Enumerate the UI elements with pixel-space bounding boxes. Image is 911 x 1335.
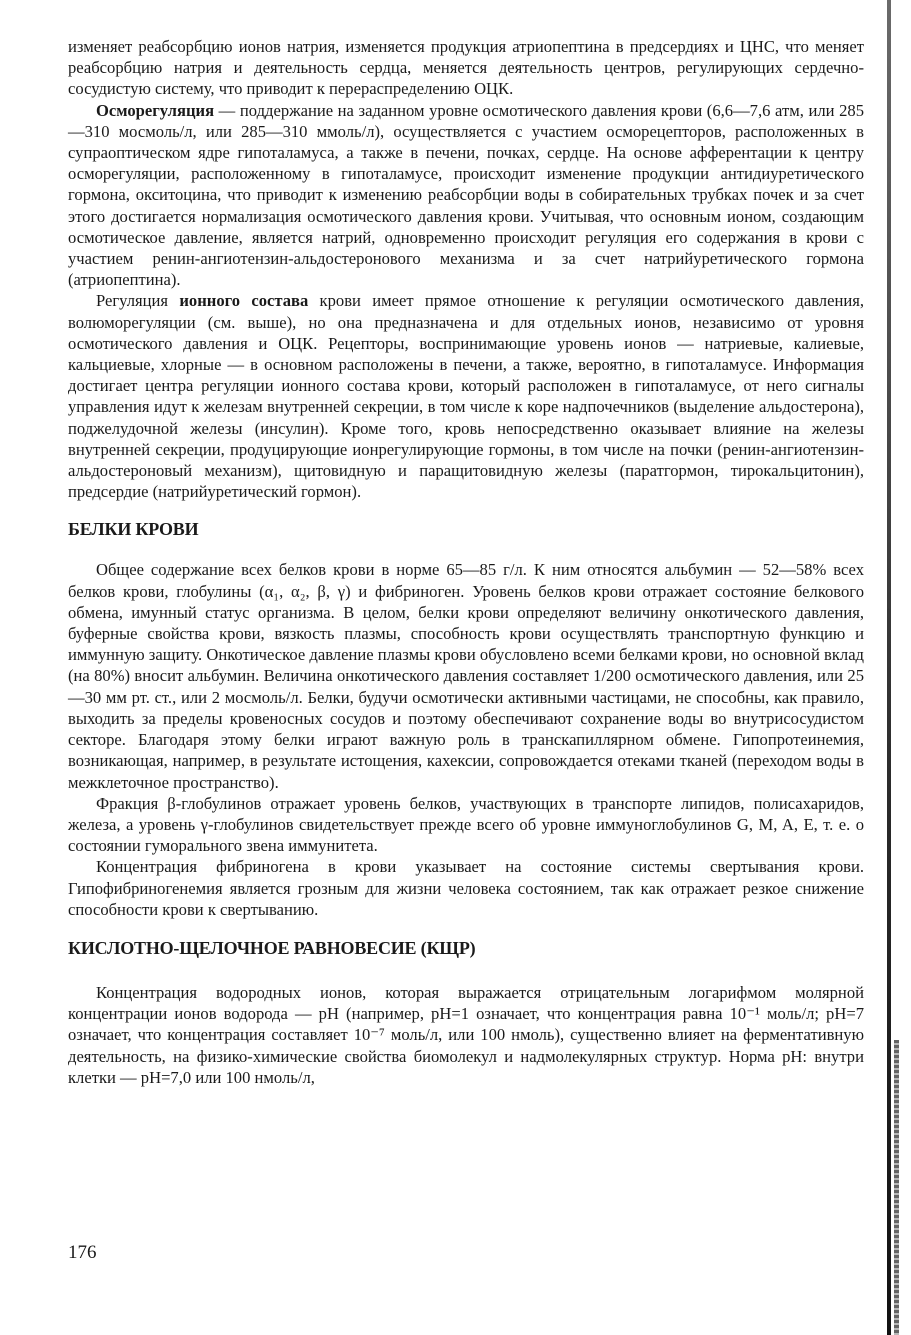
term-osmoregulation: Осморегуляция (96, 100, 215, 120)
page-edge-line (887, 0, 891, 1335)
paragraph-beta-globulins: Фракция β-глобулинов отражает уровень белков, участвующих в транспорте липидов, полисахаридов, железа, а уровень γ-глобулинов свидетельствует прежде всего об уровне иммуноглобулинов G, M, A, E, т. е. о состоянии гуморального звена иммунитета. (68, 793, 864, 856)
paragraph-ion-regulation-pre: Регуляция (96, 291, 180, 311)
paragraph-osmoregulation-text: — поддержание на заданном уровне осмотического давления крови (6,6—7,6 атм, или 285—310 мосмоль/л, или 285—310 ммоль/л), осуществляется с участием осморецепторов, расположенных в супраоптическом ядре гипоталамуса, а также в печени, почках, сердце. На основе афферентации к центру осморегуляции, расположенному в гипоталамусе, происходит изменение продукции антидиуретического гормона, окситоцина, что приводит к изменению реабсорбции воды в собирательных трубках почек и за счет этого достигается нормализация осмотического давления крови. Учитывая, что основным ионом, создающим осмотическое давление, является натрий, одновременно происходит регуляция его содержания в крови с участием ренин-ангиотензин-альдостеронового механизма и за счет натрийуретического гормона (атриопептина). (68, 100, 864, 290)
heading-blood-proteins: БЕЛКИ КРОВИ (68, 519, 199, 540)
page-edge-shadow (894, 1040, 899, 1335)
page-number: 176 (68, 1242, 97, 1263)
paragraph-blood-proteins: Общее содержание всех белков крови в норме 65—85 г/л. К ним относятся альбумин — 52—58% всех белков крови, глобулины (α₁, α₂, β, γ) и фибриноген. Уровень белков крови отражает состояние белкового обмена, имунный статус организма. В целом, белки крови определяют величину онкотического давления, буферные свойства крови, вязкость плазмы, способность крови осуществлять транспортную функцию и иммунную защиту. Онкотическое давление плазмы крови обусловлено всеми белками крови, но основной вклад (на 80%) вносит альбумин. Величина онкотического давления составляет 1/200 осмотического давления, или 25—30 мм рт. ст., или 2 мосмоль/л. Белки, будучи осмотически активными частицами, не способны, как правило, выходить за пределы кровеносных сосудов и поэтому обеспечивают сохранение воды во внутрисосудистом секторе. Благодаря этому белки играют важную роль в транскапиллярном обмене. Гипопротеинемия, возникающая, например, в результате истощения, кахексии, сопровождается отеками тканей (переходом воды в межклеточное пространство). (68, 560, 864, 792)
paragraph-osmoregulation (68, 100, 864, 291)
term-ion-composition: ионного состава (179, 291, 309, 311)
paragraph-hydrogen-ions: Концентрация водородных ионов, которая выражается отрицательным логарифмом молярной концентрации ионов водорода — pH (например, pH=1 означает, что концентрация равна 10⁻¹ моль/л; pH=7 означает, что концентрация составляет 10⁻⁷ моль/л, или 100 нмоль), существенно влияет на ферментативную деятельность, на физико-химические свойства биомолекул и надмолекулярных структур. Норма pH: внутри клетки — pH=7,0 или 100 нмоль/л, (68, 982, 864, 1087)
paragraph-ion-regulation-text: крови имеет прямое отношение к регуляции осмотического давления, волюморегуляции (см. выше), но она предназначена и для отдельных ионов, независимо от уровня осмотического давления и ОЦК. Рецепторы, воспринимающие уровень ионов — натриевые, калиевые, кальциевые, хлорные — в основном расположены в печени, а также, вероятно, в гипоталамусе. Информация достигает центра регуляции ионного состава крови, который расположен в гипоталамусе, от него сигналы управления идут к железам внутренней секреции, в том числе к коре надпочечников (выделение альдостерона), поджелудочной железы (инсулин). Кроме того, кровь непосредственно оказывает влияние на железы внутренней секреции, продуцирующие ионрегулирующие гормоны, в том числе на почки (ренин-ангиотензин-альдостероновый механизм), щитовидную и паращитовидную железы (паратгормон, тирокальцитонин), предсердие (натрийуретический гормон). (68, 291, 864, 502)
paragraph-fibrinogen: Концентрация фибриногена в крови указывает на состояние системы свертывания крови. Гипофибриногенемия является грозным для жизни человека состоянием, так как отражает резкое снижение способности крови к свертыванию. (68, 857, 864, 919)
paragraph-ion-regulation (68, 290, 864, 502)
heading-acid-base: КИСЛОТНО-ЩЕЛОЧНОЕ РАВНОВЕСИЕ (КЩР) (68, 937, 476, 958)
page-body (68, 36, 864, 1088)
paragraph-continuation: изменяет реабсорбцию ионов натрия, изменяется продукция атриопептина в предсердиях и ЦНС, что меняет реабсорбцию натрия и деятельность сердца, меняется деятельность центров, регулирующих сердечно-сосудистую систему, что приводит к перераспределению ОЦК. (68, 37, 864, 99)
